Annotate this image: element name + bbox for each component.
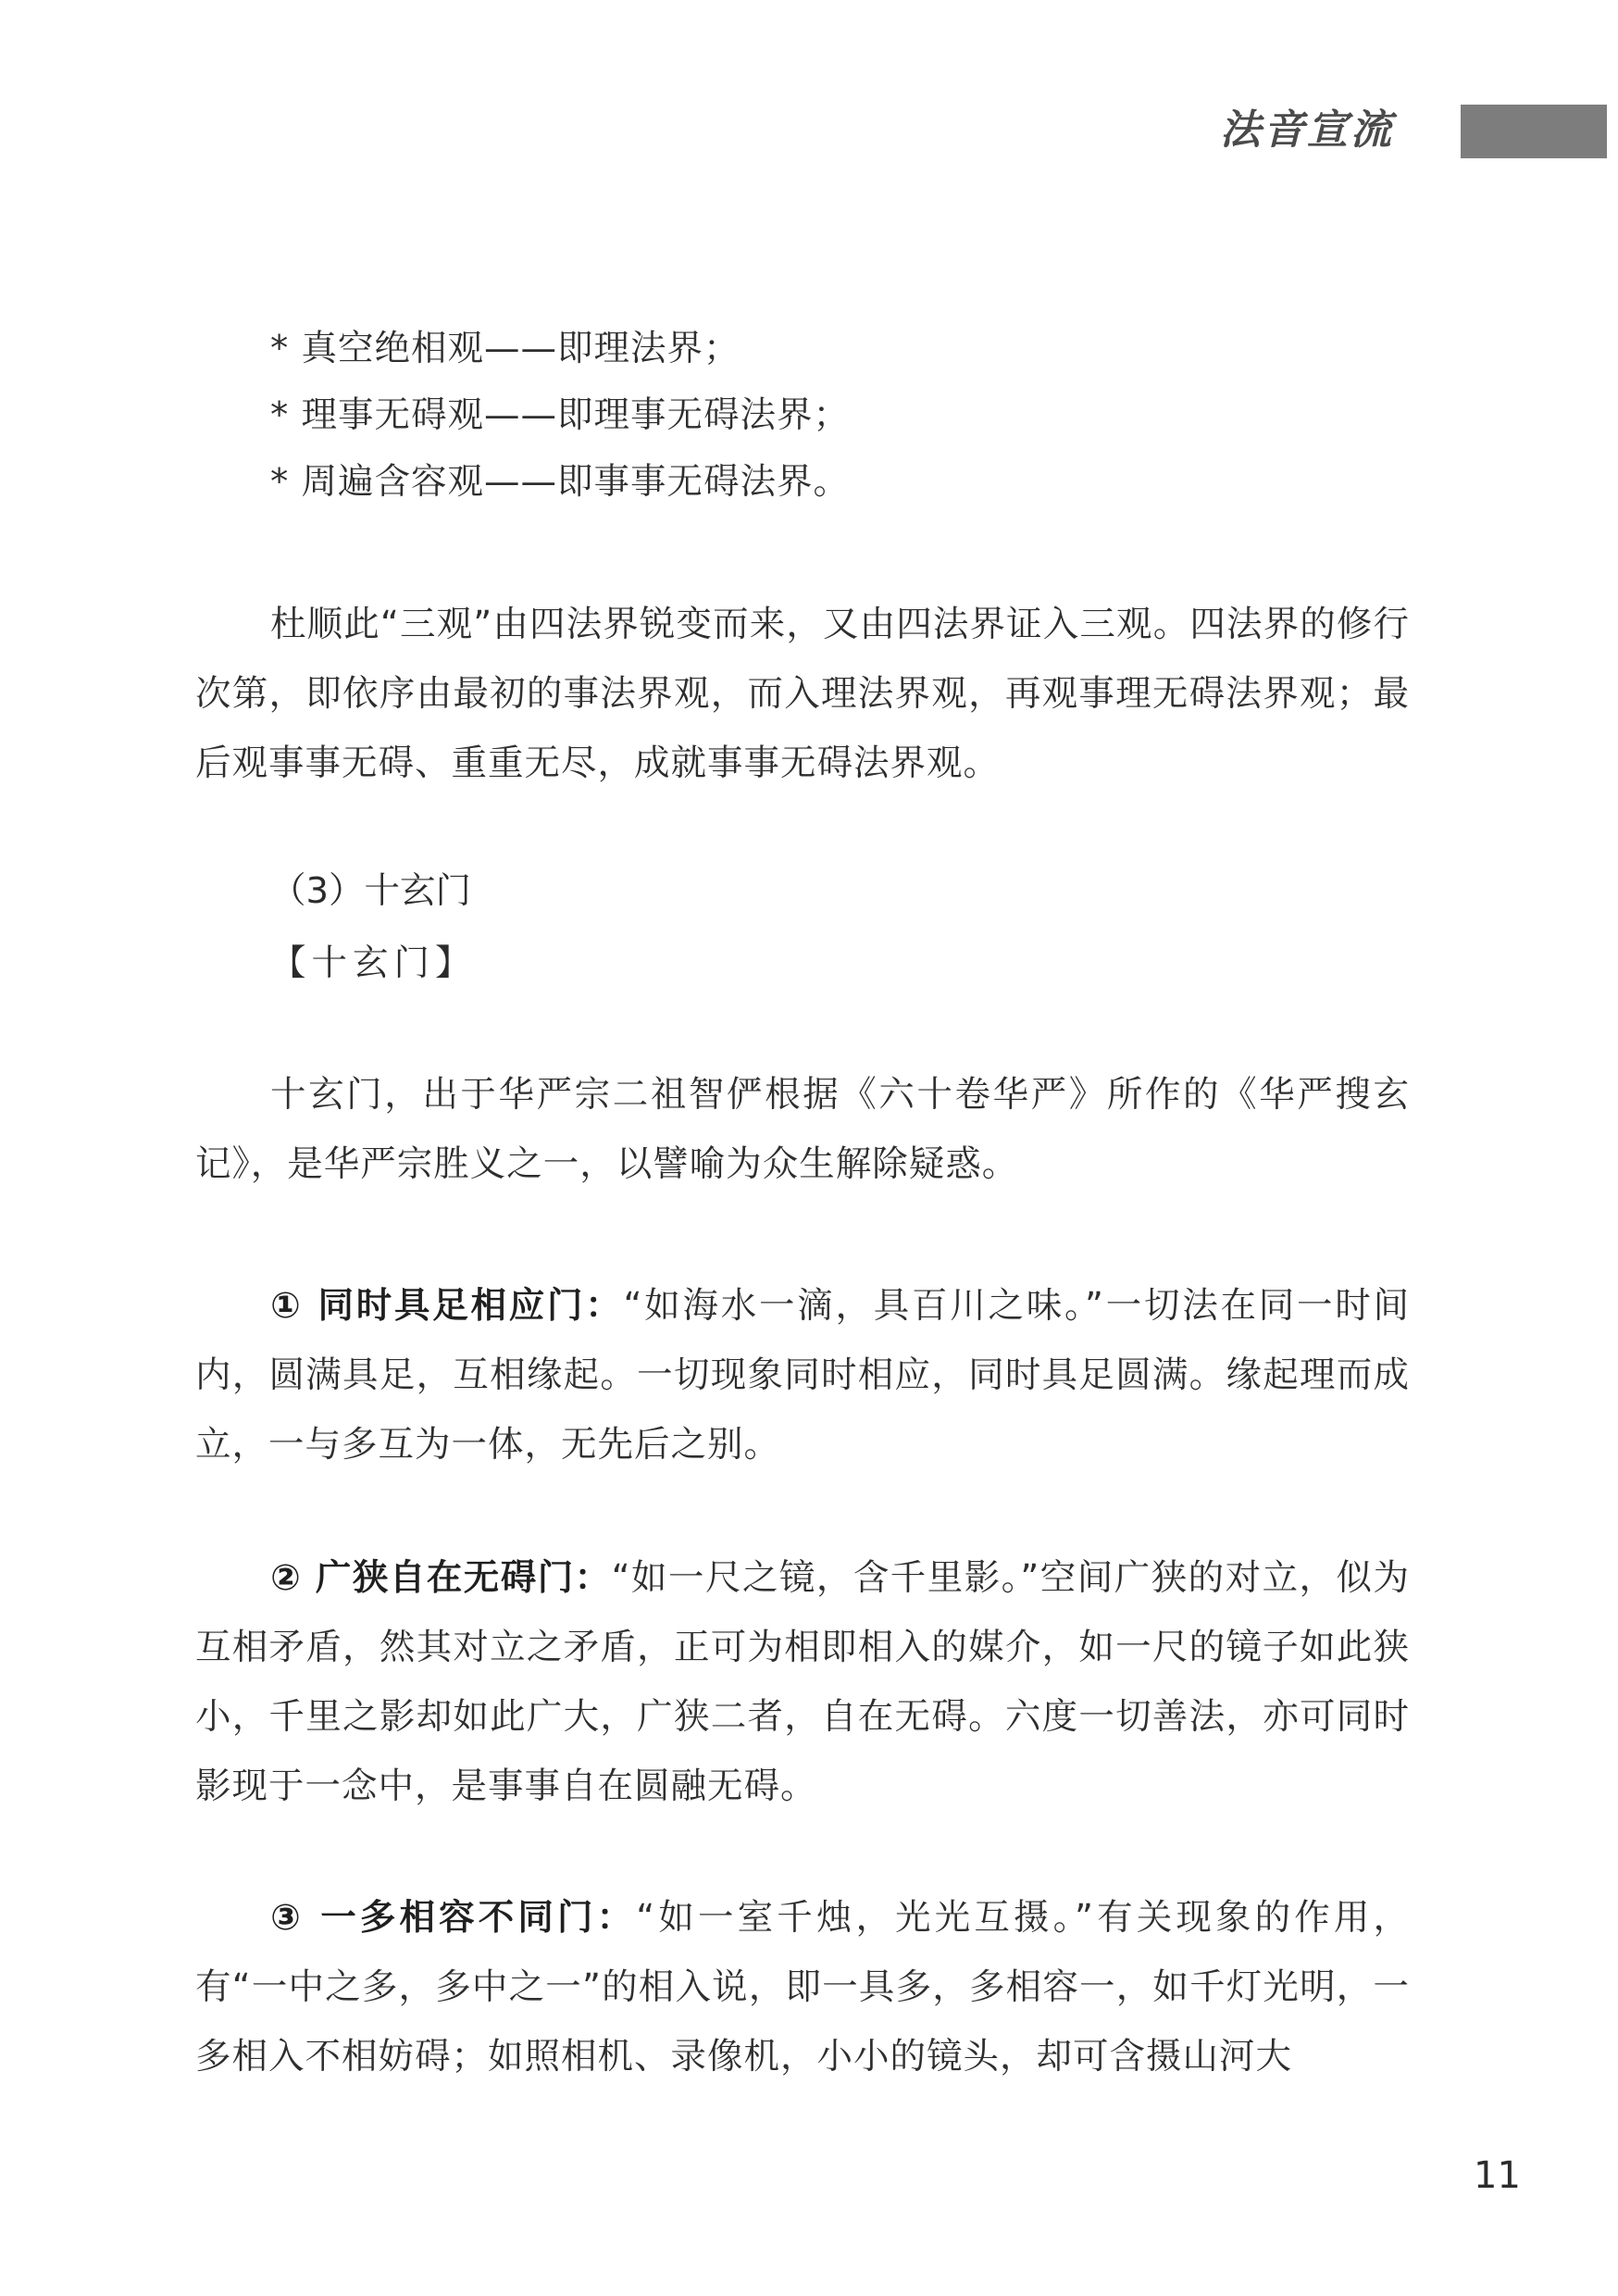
item-lead: ① 同时具足相应门： [270, 1285, 624, 1327]
item-paragraph-3 [195, 1883, 1410, 2091]
header-bar [1461, 105, 1607, 158]
header-title: 法音宣流 [1220, 106, 1394, 154]
item-text: “如一室千烛，光光互摄。”有关现象的作用，有“一中之多，多中之一”的相入说，即一具多，多相容一，如千灯光明，一多相入不相妨碍；如照相机、录像机，小小的镜头，却可含摄山河大 [195, 1897, 1410, 2078]
item-text: “如一尺之镜，含千里影。”空间广狭的对立，似为互相矛盾，然其对立之矛盾，正可为相即相入的媒介，如一尺的镜子如此狭小，千里之影却如此广大，广狭二者，自在无碍。六度一切善法，亦可同时影现于一念中，是事事自在圆融无碍。 [195, 1557, 1410, 1807]
bullet-list [195, 320, 1410, 520]
item-lead: ② 广狭自在无碍门： [270, 1557, 612, 1599]
bullet-item: * 周遍含容观——即事事无碍法界。 [270, 461, 850, 503]
paragraph-intro: 十玄门，出于华严宗二祖智俨根据《六十卷华严》所作的《华严搜玄记》，是华严宗胜义之一，以譬喻为众生解除疑惑。 [195, 1074, 1410, 1185]
item-text: “如海水一滴，具百川之味。”一切法在同一时间内，圆满具足，互相缘起。一切现象同时相应，同时具足圆满。缘起理而成立，一与多互为一体，无先后之别。 [195, 1285, 1410, 1466]
page-number: 11 [1474, 2154, 1521, 2197]
item-paragraph-1 [195, 1271, 1410, 1479]
bullet-item: * 理事无碍观——即理事无碍法界； [270, 394, 850, 436]
paragraph-sanguan: 杜顺此“三观”由四法界锐变而来，又由四法界证入三观。四法界的修行次第，即依序由最初的事法界观，而入理法界观，再观事理无碍法界观；最后观事事无碍、重重无尽，成就事事无碍法界观。 [195, 604, 1410, 784]
item-paragraph-2 [195, 1543, 1410, 1821]
section-heading: （3）十玄门 [270, 870, 471, 912]
item-lead: ③ 一多相容不同门： [270, 1897, 637, 1939]
section-subheading: 【十玄门】 [270, 942, 477, 984]
bullet-item: * 真空绝相观——即理法界； [270, 328, 741, 369]
